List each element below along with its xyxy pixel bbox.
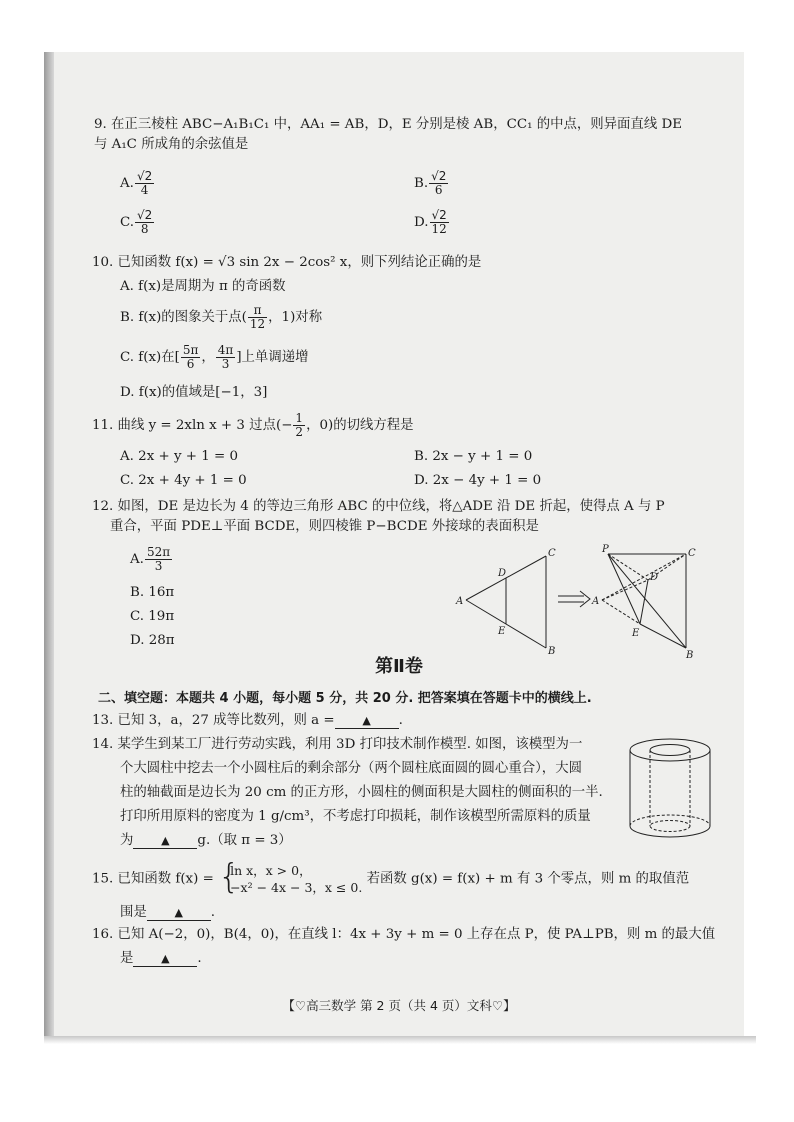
answer-blank[interactable]: ▲ bbox=[147, 906, 211, 921]
q10-stem: 10. 已知函数 f(x) = √3 sin 2x − 2cos² x，则下列结论正确的是 bbox=[92, 255, 482, 270]
option-letter: D. bbox=[414, 215, 429, 230]
fraction bbox=[135, 209, 154, 236]
q14-line2: 个大圆柱中挖去一个小圆柱后的剩余部分（两个圆柱底面圆的圆心重合），大圆 bbox=[120, 761, 582, 776]
answer-blank[interactable]: ▲ bbox=[133, 952, 197, 967]
text: 是 bbox=[120, 951, 134, 966]
q13-stem bbox=[92, 712, 403, 730]
case-2: −x² − 4x − 3，x ≤ 0. bbox=[230, 880, 363, 895]
fraction-numerator: √2 bbox=[137, 208, 153, 222]
fraction bbox=[181, 344, 201, 371]
q10-option-d: D. f(x)的值域是[−1，3] bbox=[120, 385, 268, 400]
option-letter: B. bbox=[414, 176, 429, 191]
fraction-denominator: 12 bbox=[249, 317, 266, 331]
q10-option-a: A. f(x)是周期为 π 的奇函数 bbox=[120, 279, 286, 294]
text: 15. 已知函数 f(x) = bbox=[92, 871, 214, 887]
q9-stem-line2: 与 A₁C 所成角的余弦值是 bbox=[94, 137, 249, 152]
text: B. f(x)的图象关于点( bbox=[120, 310, 247, 325]
triangle-abc-diagram bbox=[455, 548, 556, 657]
label-d: D bbox=[498, 568, 507, 579]
fraction-denominator: 2 bbox=[295, 425, 304, 439]
fraction bbox=[135, 170, 154, 197]
text: ，0)的切线方程是 bbox=[306, 418, 414, 433]
text: . bbox=[197, 951, 202, 966]
q12-stem-line1: 12. 如图，DE 是边长为 4 的等边三角形 ABC 的中位线，将△ADE 沿 DE 折起，使得点 A 与 P bbox=[92, 499, 665, 514]
text: ]上单调递增 bbox=[236, 350, 309, 365]
label-p: P bbox=[602, 544, 609, 555]
label-c: C bbox=[548, 548, 556, 559]
hollow-cylinder-figure bbox=[624, 736, 716, 840]
text: ， bbox=[201, 350, 215, 365]
page-footer: 【♡高三数学 第 2 页（共 4 页）文科♡】 bbox=[282, 998, 516, 1013]
fraction-numerator: 5π bbox=[182, 343, 199, 357]
q11-option-c: C. 2x + 4y + 1 = 0 bbox=[120, 473, 247, 488]
option-letter: A. bbox=[120, 176, 134, 191]
label-a-folded: A bbox=[592, 596, 600, 607]
q11-option-a: A. 2x + y + 1 = 0 bbox=[120, 449, 239, 464]
text: . bbox=[210, 905, 216, 920]
q9-option-b bbox=[414, 170, 449, 197]
q16-line1: 16. 已知 A(−2，0)，B(4，0)，在直线 l：4x + 3y + m = 0 上存在点 P，使 PA⊥PB，则 m 的最大值 bbox=[92, 927, 716, 942]
label-e: E bbox=[498, 626, 506, 637]
fraction-numerator: √2 bbox=[431, 208, 447, 222]
q14-line1: 14. 某学生到某工厂进行劳动实践，利用 3D 打印技术制作模型. 如图，该模型为一 bbox=[92, 737, 583, 752]
q14-line4: 打印所用原料的密度为 1 g/cm³，不考虑打印损耗，制作该模型所需原料的质量 bbox=[120, 809, 591, 824]
q12-stem-line2: 重合，平面 PDE⊥平面 BCDE，则四棱锥 P−BCDE 外接球的表面积是 bbox=[110, 519, 539, 534]
q9-stem-line1: 9. 在正三棱柱 ABC−A₁B₁C₁ 中，AA₁ = AB，D，E 分别是棱 AB，CC₁ 的中点，则异面直线 DE bbox=[94, 117, 682, 132]
answer-blank[interactable]: ▲ bbox=[335, 714, 399, 729]
fraction-denominator: 6 bbox=[434, 183, 443, 197]
label-e-folded: E bbox=[632, 628, 640, 639]
fraction-numerator: 52π bbox=[146, 545, 171, 559]
label-c-folded: C bbox=[688, 548, 696, 559]
q10-option-c bbox=[120, 344, 309, 371]
fraction-numerator: 4π bbox=[217, 343, 234, 357]
q12-option-b: B. 16π bbox=[130, 585, 175, 600]
section-description: 二、填空题：本题共 4 小题，每小题 5 分，共 20 分. 把答案填在答题卡中的横线上. bbox=[98, 691, 592, 706]
section-title: 第Ⅱ卷 bbox=[375, 656, 423, 677]
q11-option-b: B. 2x − y + 1 = 0 bbox=[414, 449, 533, 464]
option-letter: A. bbox=[130, 552, 144, 567]
answer-blank[interactable]: ▲ bbox=[133, 834, 197, 849]
text: ，1)对称 bbox=[268, 310, 323, 325]
text: 若函数 g(x) = f(x) + m 有 3 个零点，则 m 的取值范 bbox=[366, 871, 690, 887]
q11-option-d: D. 2x − 4y + 1 = 0 bbox=[414, 473, 542, 488]
text: C. f(x)在[ bbox=[120, 350, 180, 365]
q9-option-d bbox=[414, 209, 450, 236]
label-a: A bbox=[456, 596, 464, 607]
option-letter: C. bbox=[120, 215, 135, 230]
fold-arrow-icon bbox=[558, 591, 590, 607]
fraction-numerator: π bbox=[248, 304, 267, 318]
text: . bbox=[398, 713, 403, 728]
q14-line5 bbox=[120, 832, 292, 850]
q11-stem bbox=[92, 412, 414, 439]
q15-stem bbox=[92, 857, 690, 897]
q14-line3: 柱的轴截面是边长为 20 cm 的正方形，小圆柱的侧面积是大圆柱的侧面积的一半. bbox=[120, 785, 603, 800]
fraction bbox=[429, 170, 448, 197]
fraction-numerator: √2 bbox=[431, 169, 447, 183]
fraction bbox=[430, 209, 449, 236]
q15-line2 bbox=[120, 904, 215, 922]
fraction-numerator: 1 bbox=[295, 411, 304, 425]
q12-folding-figure bbox=[450, 542, 698, 658]
case-1: ln x，x > 0， bbox=[230, 863, 312, 878]
text: 11. 曲线 y = 2xln x + 3 过点(− bbox=[92, 418, 293, 433]
piecewise-function bbox=[218, 857, 363, 897]
text: 为 bbox=[120, 833, 134, 848]
fraction bbox=[145, 546, 172, 573]
fraction bbox=[216, 344, 236, 371]
fraction-denominator: 8 bbox=[140, 222, 149, 236]
fraction-denominator: 4 bbox=[140, 183, 149, 197]
pyramid-p-bcde-diagram bbox=[591, 544, 696, 658]
q12-option-a bbox=[130, 546, 173, 573]
label-b-folded: B bbox=[686, 650, 694, 658]
fraction-denominator: 3 bbox=[221, 357, 230, 371]
fraction bbox=[248, 304, 267, 331]
label-d-folded: D bbox=[650, 572, 659, 583]
label-b: B bbox=[548, 646, 556, 657]
page-edge-shadow bbox=[44, 52, 54, 1042]
page-bottom-edge bbox=[44, 1036, 756, 1044]
exam-page bbox=[54, 52, 744, 1036]
q12-option-c: C. 19π bbox=[130, 609, 175, 624]
q9-option-a bbox=[120, 170, 155, 197]
q12-option-d: D. 28π bbox=[130, 633, 175, 648]
text: 围是 bbox=[120, 905, 147, 920]
q9-option-c bbox=[120, 209, 155, 236]
brace-symbol: { bbox=[218, 857, 240, 897]
text: g.（取 π = 3） bbox=[197, 833, 292, 848]
fraction-denominator: 3 bbox=[154, 559, 163, 573]
text: 13. 已知 3，a，27 成等比数列，则 a = bbox=[92, 713, 335, 728]
fraction bbox=[293, 412, 305, 439]
fraction-denominator: 6 bbox=[186, 357, 195, 371]
fraction-numerator: √2 bbox=[136, 169, 153, 183]
q16-line2 bbox=[120, 950, 202, 968]
fraction-denominator: 12 bbox=[431, 222, 447, 236]
q10-option-b bbox=[120, 304, 322, 331]
